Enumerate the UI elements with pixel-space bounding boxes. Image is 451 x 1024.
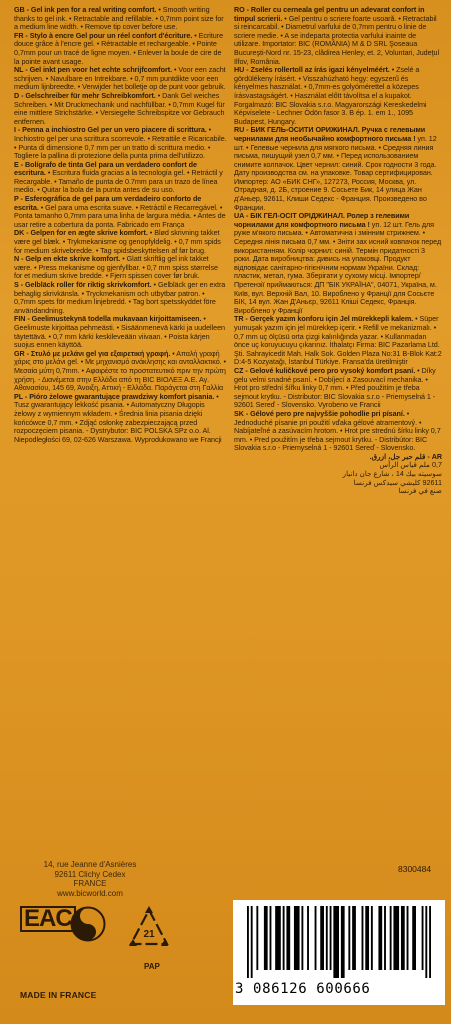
language-body: • Inchiostro gel per una scrittura scorrevole. • Retrattile e Ricaricabile. • Punta di dimensione 0,7 mm per un tratto di scrittura medio. • Togliere la pallina di protezione della punta prima dell'utilizzo. [14, 125, 227, 161]
made-in-label: MADE IN FRANCE [20, 990, 97, 1000]
right-language-blocks [234, 6, 442, 453]
barcode-bar [352, 906, 356, 970]
manufacturer-address [0, 860, 180, 898]
barcode-bar [256, 906, 258, 970]
language-heading: E - Bolígrafo de tinta Gel para un verdadero confort de escritura. [14, 159, 197, 178]
language-body: • Geelimuste kirjoittaa pehmeästi. • Sisäänmenevä kärki ja uudelleen täytettävä. • 0,7 mm kärki keskileveään viivaan. • Poista kärjen suojus ennen käyttöä. [14, 314, 225, 350]
eac-mark-icon [20, 906, 76, 932]
language-heading: UA - БІК ГЕЛ-ОСІТ ОРІДЖИНАЛ. Ролер з гелевими чорнилами для комфортного письма ! [234, 211, 410, 229]
language-body: уп. 12 шт. • Гелевые чернила для мягкого письма. • Средняя линия письма, пишущий узел 0,7 мм. • Перед использованием снимите колпачок. Цвет чернил: синий. Срок годности 3 года. Дату производства см. на упаковке. Товар сертифицирован. Импортер: АО «БИК СНГ», 127273, Россия, Москва, ул. Отрадная, д. 2Б, строение 9. Сосьете Бик, 14 улица Жан д'Аньер, 92611, Клиши Седекс - Франция. Произведено во Франции. [234, 133, 437, 212]
barcode-bar [412, 906, 416, 970]
language-body: • Gel pentru o scriere foarte usoară. • Retractabil si reincarcabil. • Diametrul varfului de 0,7mm pentru o linie de scriere medie. • A se indeparta protectia varfului inainte de utilizare. Importator: BIC (ROMÂNIA) M & D SRL Şoseaua Bucureşti-Nord nr. 15-23, clădirea Henley, et. 2, Voluntari, Judeţul Ilfov, România. [234, 13, 440, 66]
language-heading: PL - Pióro żelowe gwarantujące prawdziwy komfort pisania. [14, 391, 215, 401]
barcode-bar [320, 906, 324, 970]
barcode-bar [330, 906, 332, 970]
language-body: • Escritura fluida gracias a la tecnología gel. • Retráctil y Recargable. • Tamaño de punta de 0.7mm para un trazo de línea medio. • Quitar la bola de la punta antes de su uso. [14, 168, 223, 195]
barcode-bar [247, 906, 249, 978]
language-body: • Zselé a gördülékeny írásért. • Visszahúzható hegy: egyszerű és kényelmes használat. • 0,7mm-es golyómérettel a közepes írásvastagságért. • Használat előtt távolítsa el a kupakot. Forgalmazó: BIC Slovakia s.r.o. Magyarországi Kereskedelmi Képviselete - Lechner Ödön fasor 3. B ép. 1. em 1., 1095 Budapest, Hungary. [234, 65, 427, 126]
arabic-line: صنع في فرنسا [398, 486, 442, 496]
language-block [14, 255, 227, 281]
barcode-bar [270, 906, 272, 970]
language-heading: NL - Gel inkt pen voor het echte schrijfcomfort. [14, 65, 173, 75]
barcode-bar [378, 906, 382, 970]
language-heading: GB - Gel ink pen for a real writing comfort. [14, 6, 157, 14]
address-line: FRANCE [73, 879, 107, 889]
language-body: • Dank Gel weiches Schreiben. • Mit Druckmechanik und nachfüllbar. • 0,7mm Kugel für eine mittlere Strichstärke. • Versiegelte Schreibspitze vor Gebrauch entfernen. [14, 90, 225, 126]
language-body: • Blød skrivning takket være gel blæk. • Trykmekanisme og genopfyldelig. • 0,7 mm spids for medium skrivebredde. • Tag spidsbeskyttelsen af før brug. [14, 228, 221, 255]
language-block [234, 367, 442, 410]
barcode-bar [283, 906, 285, 970]
barcode-number: 3 086126 600666 [235, 981, 371, 997]
language-heading: TR - Gerçek yazım konforu için Jel mürekkepli kalem. [234, 314, 414, 324]
language-body: уп. 12 шт. Гель для руже м'якого письма. • Автоматична і змінним стрижнем. • Середня лінія письма 0,7 мм. • Зніти зах исний ковпачок перед використанням. Колір чорнил: синій. Термін придатності 3 роки. Дата виробництва: дивись на упаковці. Продукт відповідає санітарно-гігієнічним нормам України. Склад: пластик, метал, гума. Зберігати у сухому місці. Імпортер/Претензії приймаються: ДП "БІК УКРАЇНА", 04071, Україна, м. Київ, вул. Верхній Вал, 10. Вироблено у Франції для Сосьєте БІК, 14 вул. Жан Д'Аньєр, 92611 Кліші Седекс, Франція. Вироблено у Франції [234, 219, 442, 315]
green-dot-icon [70, 906, 106, 942]
language-heading: RO - Roller cu cerneala gel pentru un adevarat confort in timpul scrierii. [234, 6, 425, 23]
language-body: • Smooth writing thanks to gel ink. • Retractable and refillable. • 0,7mm point size for a medium line width. • Remove tip cover before use. [14, 6, 224, 32]
recycling-triangle-icon [128, 906, 170, 952]
barcode-bar [294, 906, 300, 970]
language-body: • Díky gelu velmi snadné psaní. • Dobíjecí a Zasouvací mechanika. • Hrot pro střední šířku linky 0,7 mm. • Před použitím je třeba sejmout krytku. - Distributor: BIC Slovakia s.r.o - Priemyselná 1 - 92601 Sereď - Slovensko. Vyrobeno ve Francii [234, 365, 436, 410]
barcode-bar [362, 906, 364, 970]
arabic-block [234, 453, 442, 496]
language-body: • Süper yumuşak yazım için jel mürekkep içerir. • Refill ve mekanizmalı. • 0,7 mm uç ölçüsü orta çizgi kalınlığında yazar. • Kullanmadan önce uç koruyucuyu çıkarınız. İthalatçı Firma: BIC Pazarlama Ltd. Şti. Sahrayicedit Mah. Halk Sok. Golden Plaza No:31 B-Blok Kat:2 D:4-5 Kozyatağı, İstanbul Türkiye. Fransa'da üretilmiştir [234, 314, 442, 367]
barcode-panel [233, 900, 445, 1005]
barcode-bar [365, 906, 369, 970]
language-body: • Tusz gwarantujący lekkość pisania. • Automatyczny Długopis żelowy z wymiennym wkładem. • Średnia linia pisania dzięki końcówce 0,7 mm. • Zdjąć osłonkę zabezpieczającą przed rozpoczęciem pisania. - Dystrybutor: BIC POLSKA SPz o.o. Al. Niepodległości 69, 02-626 Warszawa. Wyprodukowano we Francji [14, 391, 222, 444]
barcode-bar [333, 906, 339, 978]
language-block [234, 315, 442, 367]
address-line: 14, rue Jeanne d'Asnières [43, 860, 137, 869]
language-heading: P - Esferográfica de gel para um verdadeiro conforto de escrita. [14, 194, 202, 212]
barcode-icon [247, 906, 431, 978]
language-heading: S - Gelbläck roller för riktig skrivkomfort. [14, 280, 152, 289]
barcode-bar [251, 906, 253, 978]
language-block [14, 281, 227, 315]
language-heading: RU - БИК ГЕЛЬ-ОСИТИ ОРИЖИНАЛ. Ручка с гелевыми чернилами для необычайно комфортного письма ! [234, 125, 426, 143]
language-heading: I - Penna a inchiostro Gel per un vero piacere di scrittura. [14, 125, 207, 135]
barcode-bar [407, 906, 409, 970]
language-heading: FR - Stylo à encre Gel pour un réel confort d'écriture. [14, 30, 193, 40]
language-block [234, 212, 442, 315]
product-code: 8300484 [398, 864, 432, 874]
barcode-bar [301, 906, 303, 970]
right-text-column [234, 6, 442, 1008]
language-heading: HU - Zselés rollertoll az írás igazi kényelméért. [234, 65, 390, 75]
language-heading: CZ - Gelové kuličkové pero pro vysoký komfort psaní. [234, 365, 416, 375]
language-block [14, 161, 227, 195]
barcode-bar [275, 906, 281, 970]
language-block [14, 92, 227, 126]
language-body: • Jednoduché písanie pri použití vďaka gélové atramentový. • Nabíjateľné a zasúvacím hrotom. • Hrot pre strednú šírku linky 0,7 mm. • Pred použitím je třeba sejmout krytku. - Distribútor: BIC Slovakia s.r.o - Priemyselná 1 - 92601 Sereď - Slovensko. [234, 408, 441, 453]
eac-mark-text: EAC [20, 906, 76, 932]
language-body: • Απαλή γραφή χάρις στο μελάνι gel. • Με μηχανισμό ανάκλησης και ανταλλακτικό. • Μεσαία μύτη 0,7mm. • Αφαιρέστε το προστατευτικό πριν την πρώτη χρήση. - Διανέμεται στην Ελλάδα από τη BIC ΒΙΟΛΕΞ Α.Ε. Αγ. Αθανασίου, 145 69, Άνοιξη, Αττική - Ελλάδα. Παράγεται στη Γαλλία [14, 348, 227, 393]
language-block [14, 66, 227, 92]
barcode-bar [315, 906, 317, 970]
arabic-line: 0,7 ملم قياس الرأس [379, 460, 442, 470]
language-body: • Gel para uma escrita suave. • Retráctil e Recarregável. • Ponta tamanho 0,7mm para uma linha de largura média. • Antes de usar retire a cobertura da ponta. Fabricado em França [14, 202, 226, 229]
language-block [14, 195, 227, 229]
barcode-bar [286, 906, 290, 970]
left-text-column [14, 6, 227, 758]
barcode-bar [390, 906, 392, 970]
barcode-bar [429, 906, 431, 978]
language-block [234, 6, 442, 66]
language-block [14, 393, 227, 445]
language-heading: DK - Gelpen for en ægte skrive komfort. [14, 228, 148, 238]
barcode-bar [348, 906, 350, 970]
language-body: • Voor een zacht schrijven. • Navulbare en Intrekbare. • 0,7 mm puntdikte voor een medium lijnbreedte. • Verwijder het bolletje op de punt voor gebruik. [14, 65, 226, 92]
language-block [234, 410, 442, 453]
barcode-bar [384, 906, 386, 970]
barcode-bar [422, 906, 424, 970]
barcode-bar [371, 906, 373, 970]
address-line: 92611 Clichy Cedex [54, 869, 126, 879]
language-heading: FIN - Geelimustekynä todella mukavaan kirjoittamiseen. [14, 314, 202, 324]
language-block [234, 126, 442, 212]
language-block [14, 229, 227, 255]
language-body: • Glatt skriftlig gel ink takket være. • Press mekanisme og gjenfyllbar. • 0,7 mm spiss størrelse for et medium skrive bredde. • Fjern spissen cover før bruk. [14, 254, 218, 281]
language-heading: GR - Στυλό με μελάνι gel για εξαιρετική γραφή. [14, 348, 171, 358]
arabic-line: 92611 كليشي سيدكس فرنسا [353, 477, 442, 487]
svg-text:21: 21 [143, 929, 155, 940]
language-heading: N - Gelp en ekte skrive komfort. [14, 254, 121, 264]
barcode-bar [401, 906, 405, 970]
barcode-bar [393, 906, 399, 970]
arabic-line: سوسيته بيك 14 ، شارع جان دانيار [342, 469, 442, 479]
language-body: • Ecriture douce grâce à l'encre gel. • Rétractable et rechargeable. • Pointe 0,7mm pour un tracé de ligne moyen. • Enlever la boule de cire de la pointe avant usage. [14, 30, 224, 66]
language-heading: D - Gelschreiber für mehr Schreibkomfort. [14, 90, 156, 100]
barcode-bar [264, 906, 268, 970]
arabic-line: AR - قلم حبر جل، ازرق. [369, 451, 442, 461]
language-body: • Gelbläck ger en extra behaglig skrivkänsla. • Tryckmekanism och utbytbar patron. • 0,7mm spets för medium linjebredd. • Tag bort spetsskyddet före användandning. [14, 280, 226, 315]
barcode-bar [307, 906, 309, 970]
language-heading: SK - Gélové pero pre najvyššie pohodlie pri písaní. [234, 408, 405, 418]
language-block [14, 32, 227, 66]
barcode-bar [326, 906, 328, 970]
barcode-bar [425, 906, 427, 978]
website-link: www.bicworld.com [57, 888, 123, 898]
barcode-bar [341, 906, 345, 978]
language-block [234, 66, 442, 126]
language-block [14, 315, 227, 349]
pap-label: PAP [144, 962, 160, 971]
language-block [14, 350, 227, 393]
language-block [14, 126, 227, 160]
language-block [14, 6, 227, 32]
certification-logos [20, 906, 220, 976]
